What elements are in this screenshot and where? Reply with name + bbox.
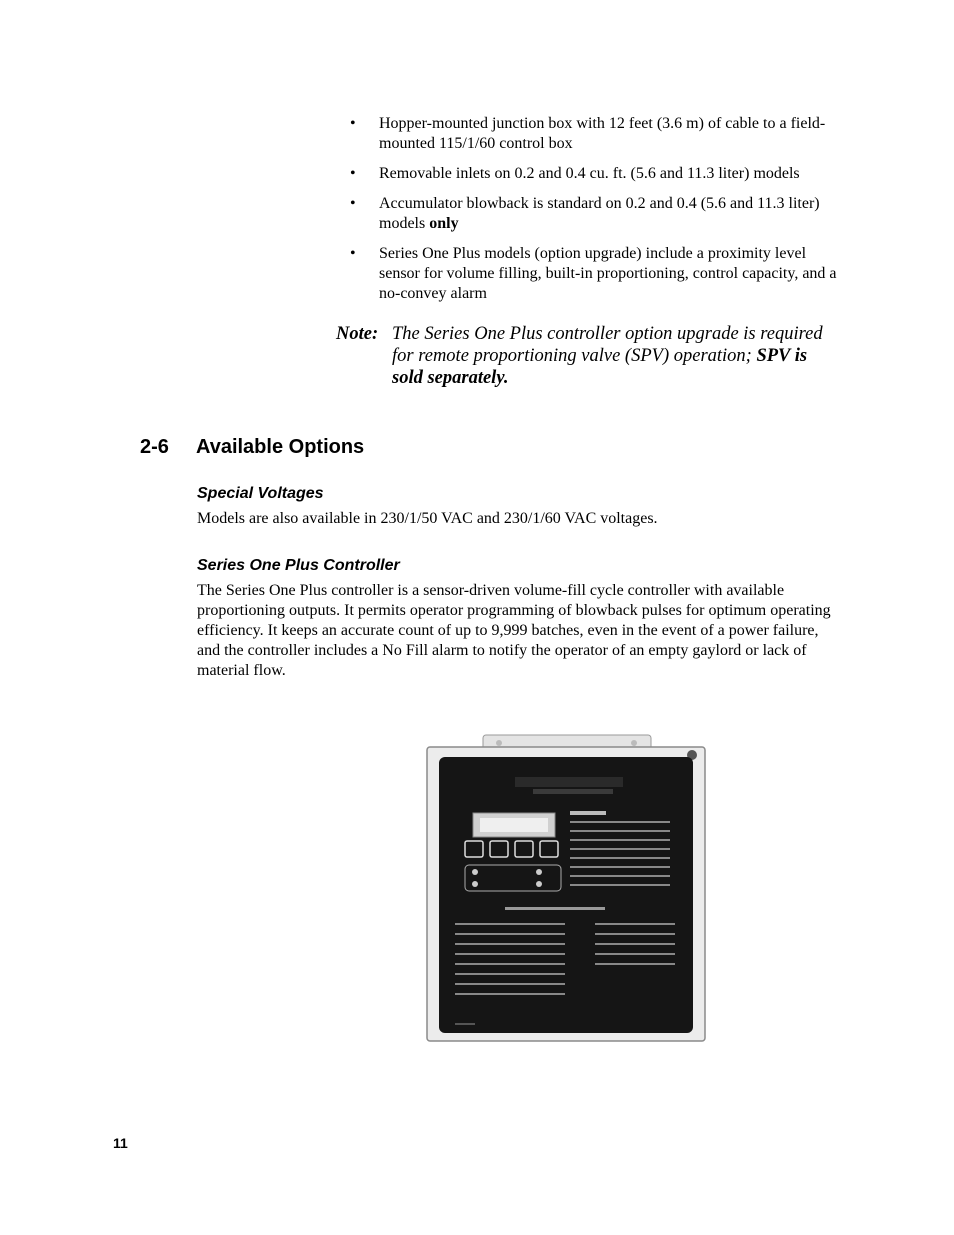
note-label: Note: (336, 324, 379, 344)
bullet-symbol: • (350, 115, 356, 132)
list-item (350, 164, 842, 184)
page-number: 11 (113, 1135, 128, 1151)
special-voltages-text: Models are also available in 230/1/50 VAC and 230/1/60 VAC voltages. (197, 510, 658, 527)
list-item (350, 194, 842, 234)
feature-bullet-list (350, 114, 842, 314)
bullet-symbol: • (350, 245, 356, 262)
note-body (392, 323, 842, 389)
bullet-text: Series One Plus models (option upgrade) include a proximity level sensor for volume filling, built-in proportioning, control capacity, and a no-convey alarm (379, 245, 837, 302)
bullet-text: Accumulator blowback is standard on 0.2 and 0.4 (5.6 and 11.3 liter) models (379, 195, 820, 232)
bullet-symbol: • (350, 165, 356, 182)
section-title: Available Options (196, 436, 365, 458)
bullet-text: Hopper-mounted junction box with 12 feet (3.6 m) of cable to a field-mounted 115/1/60 control box (379, 115, 826, 152)
bullet-symbol: • (350, 195, 356, 212)
controller-panel-photo (425, 733, 707, 1043)
list-item (350, 114, 842, 154)
bullet-text: Removable inlets on 0.2 and 0.4 cu. ft. (5.6 and 11.3 liter) models (379, 165, 800, 182)
note-emphasis: SPV is sold separately. (392, 346, 808, 388)
section-number: 2-6 (140, 436, 169, 458)
bullet-emphasis: only (429, 215, 459, 232)
note-text: The Series One Plus controller option upgrade is required for remote proportioning valve (SPV) operation; (392, 324, 823, 366)
controller-text: The Series One Plus controller is a sensor-driven volume-fill cycle controller with available proportioning outputs. It permits operator programming of blowback pulses for optimum operating efficiency. It keeps an accurate count of up to 9,999 batches, even in the event of a power failure, and the controller includes a No Fill alarm to notify the operator of an empty gaylord or lack of material flow. (197, 582, 831, 679)
list-item (350, 244, 842, 304)
subheading-controller: Series One Plus Controller (197, 557, 400, 574)
subheading-special-voltages: Special Voltages (197, 485, 324, 502)
section-heading (140, 436, 364, 459)
